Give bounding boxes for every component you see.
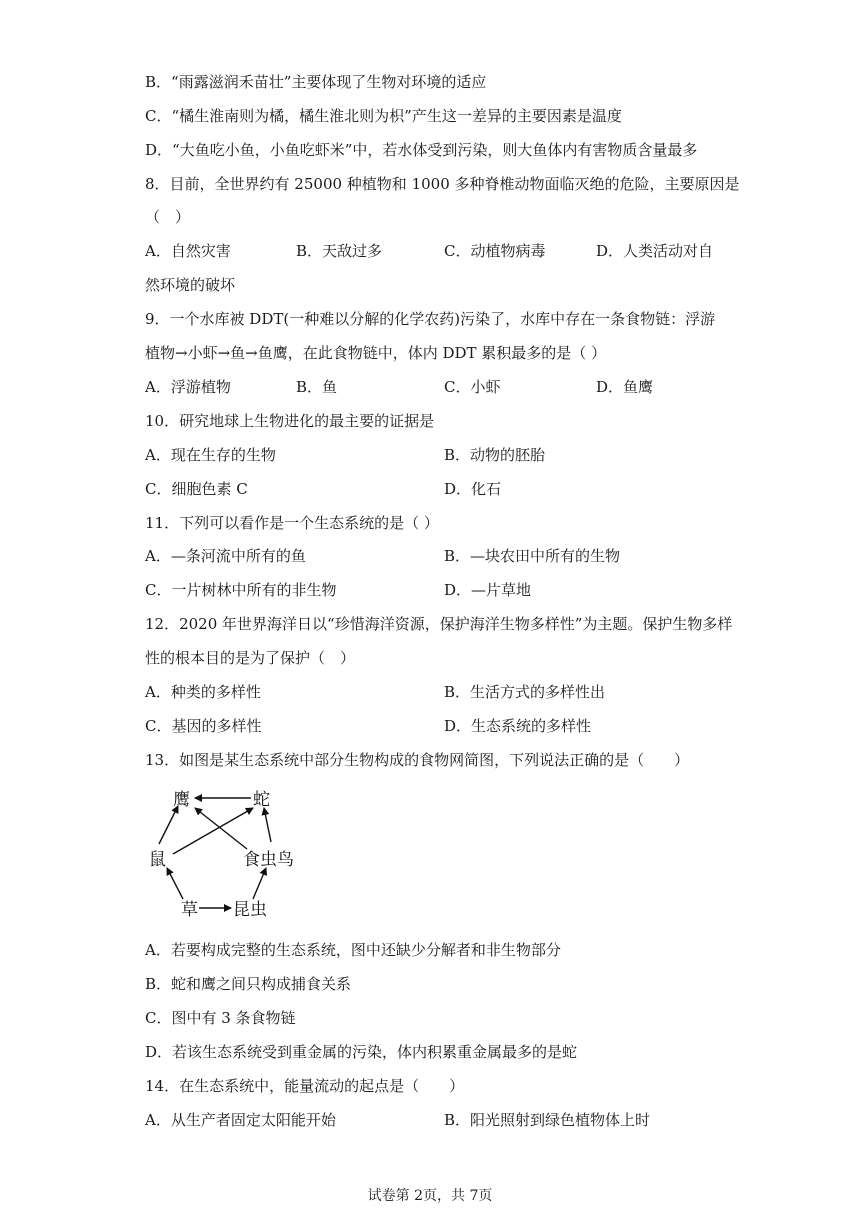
q8-option-d: D．人类活动对自	[596, 242, 714, 260]
q10-option-d: D．化石	[444, 480, 502, 498]
q9-stem-line2: 植物→小虾→鱼→鱼鹰，在此食物链中，体内 DDT 累积最多的是（ ）	[145, 344, 607, 362]
q12-stem-line2: 性的根本目的是为了保护（ ）	[145, 649, 356, 667]
q10-option-a: A．现在生存的生物	[145, 446, 276, 464]
node-mouse: 鼠	[149, 850, 166, 870]
q14-option-a: A．从生产者固定太阳能开始	[145, 1111, 336, 1129]
q9-option-d: D．鱼鹰	[596, 378, 654, 396]
node-insect: 昆虫	[233, 900, 267, 920]
q8-option-b: B．天敌过多	[296, 242, 383, 260]
edge-bird-snake	[264, 808, 271, 842]
q14-stem: 14．在生态系统中，能量流动的起点是（ ）	[145, 1077, 465, 1095]
q10-stem: 10．研究地球上生物进化的最主要的证据是	[145, 412, 435, 430]
q13-option-c: C．图中有 3 条食物链	[145, 1009, 296, 1027]
q12-option-c: C．基因的多样性	[145, 717, 262, 735]
q11-stem: 11．下列可以看作是一个生态系统的是（ ）	[145, 514, 439, 532]
q8-option-a: A．自然灾害	[145, 242, 231, 260]
edge-grass-mouse	[167, 868, 183, 899]
q13-option-b: B．蛇和鹰之间只构成捕食关系	[145, 975, 352, 993]
q13-stem: 13．如图是某生态系统中部分生物构成的食物网简图，下列说法正确的是（ ）	[145, 751, 690, 769]
q8-option-c: C．动植物病毒	[444, 242, 546, 260]
q7-option-d: D．“大鱼吃小鱼，小鱼吃虾米”中，若水体受到污染，则大鱼体内有害物质含量最多	[145, 141, 698, 159]
q12-option-b: B．生活方式的多样性出	[444, 683, 606, 701]
node-eagle: 鹰	[173, 790, 190, 810]
q8-stem-line2: （ ）	[145, 208, 191, 226]
food-web-diagram	[143, 784, 313, 924]
q9-option-c: C．小虾	[444, 378, 501, 396]
q7-option-b: B．“雨露滋润禾苗壮”主要体现了生物对环境的适应	[145, 73, 487, 91]
node-grass: 草	[181, 900, 198, 920]
edge-insect-bird	[253, 868, 266, 899]
node-bird: 食虫鸟	[243, 850, 294, 870]
q12-option-a: A．种类的多样性	[145, 683, 261, 701]
q11-option-d: D．—片草地	[444, 581, 532, 599]
q13-option-a: A．若要构成完整的生态系统，图中还缺少分解者和非生物部分	[145, 941, 561, 959]
edge-mouse-snake	[173, 808, 253, 854]
page-footer: 试卷第 2页，共 7页	[367, 1188, 493, 1204]
q13-option-d: D．若该生态系统受到重金属的污染，体内积累重金属最多的是蛇	[145, 1043, 578, 1061]
q10-option-b: B．动物的胚胎	[444, 446, 546, 464]
q8-option-d-cont: 然环境的破坏	[145, 276, 236, 294]
q7-option-c: C．“橘生淮南则为橘，橘生淮北则为枳”产生这一差异的主要因素是温度	[145, 107, 622, 125]
q11-option-c: C．一片树林中所有的非生物	[145, 581, 337, 599]
q9-option-b: B．鱼	[296, 378, 338, 396]
q10-option-c: C．细胞色素 C	[145, 480, 248, 498]
q12-stem-line1: 12．2020 年世界海洋日以“珍惜海洋资源，保护海洋生物多样性”为主题。保护生物多样	[145, 615, 733, 633]
q11-option-a: A．—条河流中所有的鱼	[145, 547, 306, 565]
q9-stem-line1: 9．一个水库被 DDT(一种难以分解的化学农药)污染了，水库中存在一条食物链：浮游	[145, 310, 716, 328]
edge-bird-eagle	[195, 808, 247, 849]
q11-option-b: B．—块农田中所有的生物	[444, 547, 621, 565]
q12-option-d: D．生态系统的多样性	[444, 717, 592, 735]
edge-mouse-eagle	[159, 806, 178, 844]
q9-option-a: A．浮游植物	[145, 378, 231, 396]
q8-stem-line1: 8．目前，全世界约有 25000 种植物和 1000 多种脊椎动物面临灭绝的危险，主要原因是	[145, 175, 740, 193]
q14-option-b: B．阳光照射到绿色植物体上时	[444, 1111, 651, 1129]
node-snake: 蛇	[253, 790, 270, 810]
